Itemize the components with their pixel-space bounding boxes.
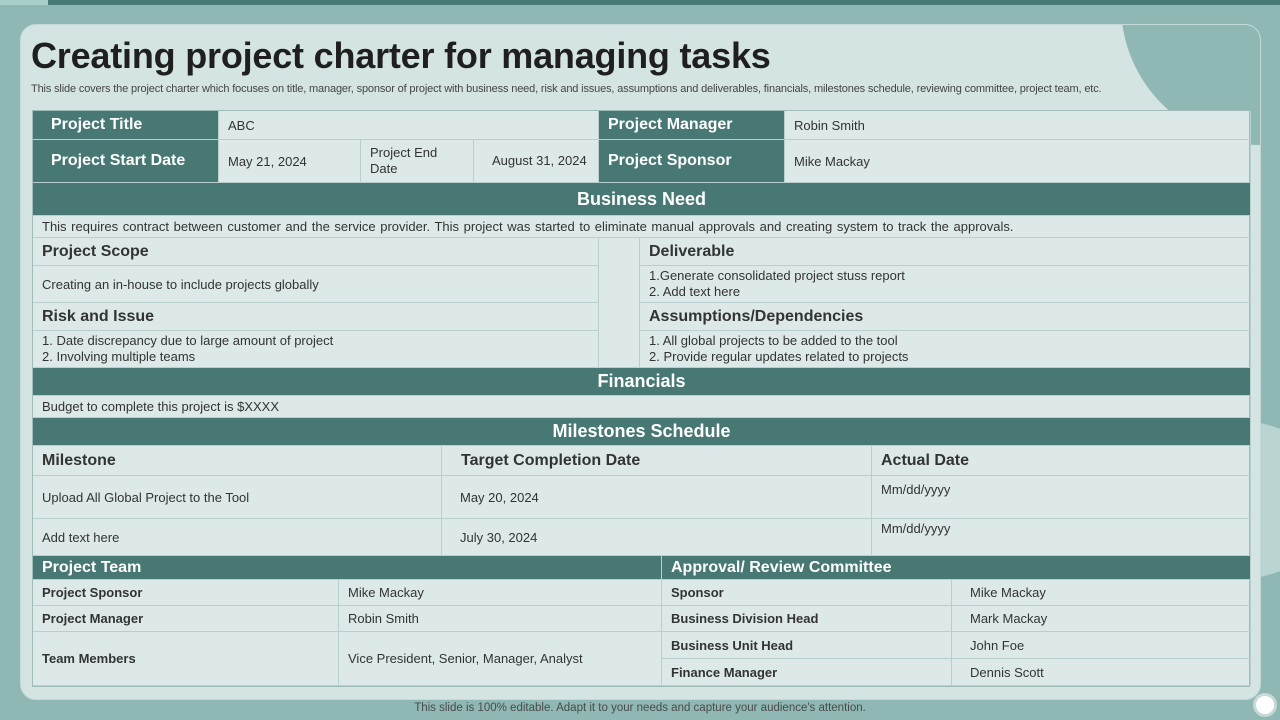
assumptions-heading: Assumptions/Dependencies (640, 303, 1251, 331)
milestone-row-1-actual: Mm/dd/yyyy (872, 476, 1251, 519)
team-name-1: Mike Mackay (339, 580, 662, 606)
team-name-2: Robin Smith (339, 606, 662, 632)
assumption-item-2: 2. Provide regular updates related to projects (649, 349, 909, 364)
milestone-row-2-target: July 30, 2024 (442, 519, 872, 556)
slide-card (20, 24, 1261, 700)
deliverable-item-2: 2. Add text here (649, 284, 741, 299)
actual-date-column-header: Actual Date (872, 446, 1251, 476)
committee-name-2: Mark Mackay (952, 606, 1251, 632)
assumptions-list (640, 331, 1251, 368)
financials-heading: Financials (33, 368, 1251, 396)
committee-role-2: Business Division Head (662, 606, 952, 632)
target-date-column-header: Target Completion Date (442, 446, 872, 476)
committee-name-3: John Foe (952, 632, 1251, 659)
project-charter-table (32, 110, 1250, 687)
page-subtitle: This slide covers the project charter which focuses on title, manager, sponsor of project with business need, risk and issues, assumptions and deliverables, financials, milestones schedule, reviewing committee, project team, etc. (31, 83, 1102, 95)
project-scope-text: Creating an in-house to include projects globally (33, 266, 599, 303)
footer-note: This slide is 100% editable. Adapt it to your needs and capture your audience's attention. (414, 702, 866, 714)
team-role-3: Team Members (33, 632, 339, 686)
milestone-row-2-actual: Mm/dd/yyyy (872, 519, 1251, 556)
project-manager-value: Robin Smith (785, 111, 1251, 140)
milestone-row-2-name: Add text here (33, 519, 442, 556)
team-role-1: Project Sponsor (33, 580, 339, 606)
business-need-text: This requires contract between customer and the service provider. This project was started to eliminate manual approvals and creating system to track the approvals. (33, 216, 1251, 238)
project-sponsor-label: Project Sponsor (599, 140, 785, 183)
business-need-heading: Business Need (33, 183, 1251, 216)
page-title: Creating project charter for managing tasks (31, 35, 771, 76)
top-bar-accent (0, 0, 48, 5)
end-date-value: August 31, 2024 (474, 140, 599, 183)
committee-name-1: Mike Mackay (952, 580, 1251, 606)
project-team-heading: Project Team (33, 556, 662, 580)
committee-role-3: Business Unit Head (662, 632, 952, 659)
committee-role-4: Finance Manager (662, 659, 952, 686)
milestone-column-header: Milestone (33, 446, 442, 476)
risk-list (33, 331, 599, 368)
deliverable-item-1: 1.Generate consolidated project stuss report (649, 268, 905, 283)
committee-role-1: Sponsor (662, 580, 952, 606)
risk-item-1: 1. Date discrepancy due to large amount of project (42, 333, 334, 348)
review-committee-heading: Approval/ Review Committee (662, 556, 1251, 580)
deliverable-heading: Deliverable (640, 238, 1251, 266)
milestones-heading: Milestones Schedule (33, 418, 1251, 446)
committee-name-4: Dennis Scott (952, 659, 1251, 686)
deliverable-list (640, 266, 1251, 303)
start-date-value: May 21, 2024 (219, 140, 361, 183)
financials-text: Budget to complete this project is $XXXX (33, 396, 1251, 418)
project-scope-heading: Project Scope (33, 238, 599, 266)
project-manager-label: Project Manager (599, 111, 785, 140)
column-gap (599, 238, 640, 368)
milestone-row-1-name: Upload All Global Project to the Tool (33, 476, 442, 519)
team-role-2: Project Manager (33, 606, 339, 632)
assumption-item-1: 1. All global projects to be added to the tool (649, 333, 898, 348)
top-bar (0, 0, 1280, 5)
project-title-value: ABC (219, 111, 599, 140)
team-name-3: Vice President, Senior, Manager, Analyst (339, 632, 662, 686)
milestone-row-1-target: May 20, 2024 (442, 476, 872, 519)
start-date-label: Project Start Date (33, 140, 219, 183)
project-sponsor-value: Mike Mackay (785, 140, 1251, 183)
end-date-label: Project End Date (361, 140, 474, 183)
risk-item-2: 2. Involving multiple teams (42, 349, 196, 364)
project-title-label: Project Title (33, 111, 219, 140)
decorative-circle (1253, 693, 1277, 717)
risk-heading: Risk and Issue (33, 303, 599, 331)
